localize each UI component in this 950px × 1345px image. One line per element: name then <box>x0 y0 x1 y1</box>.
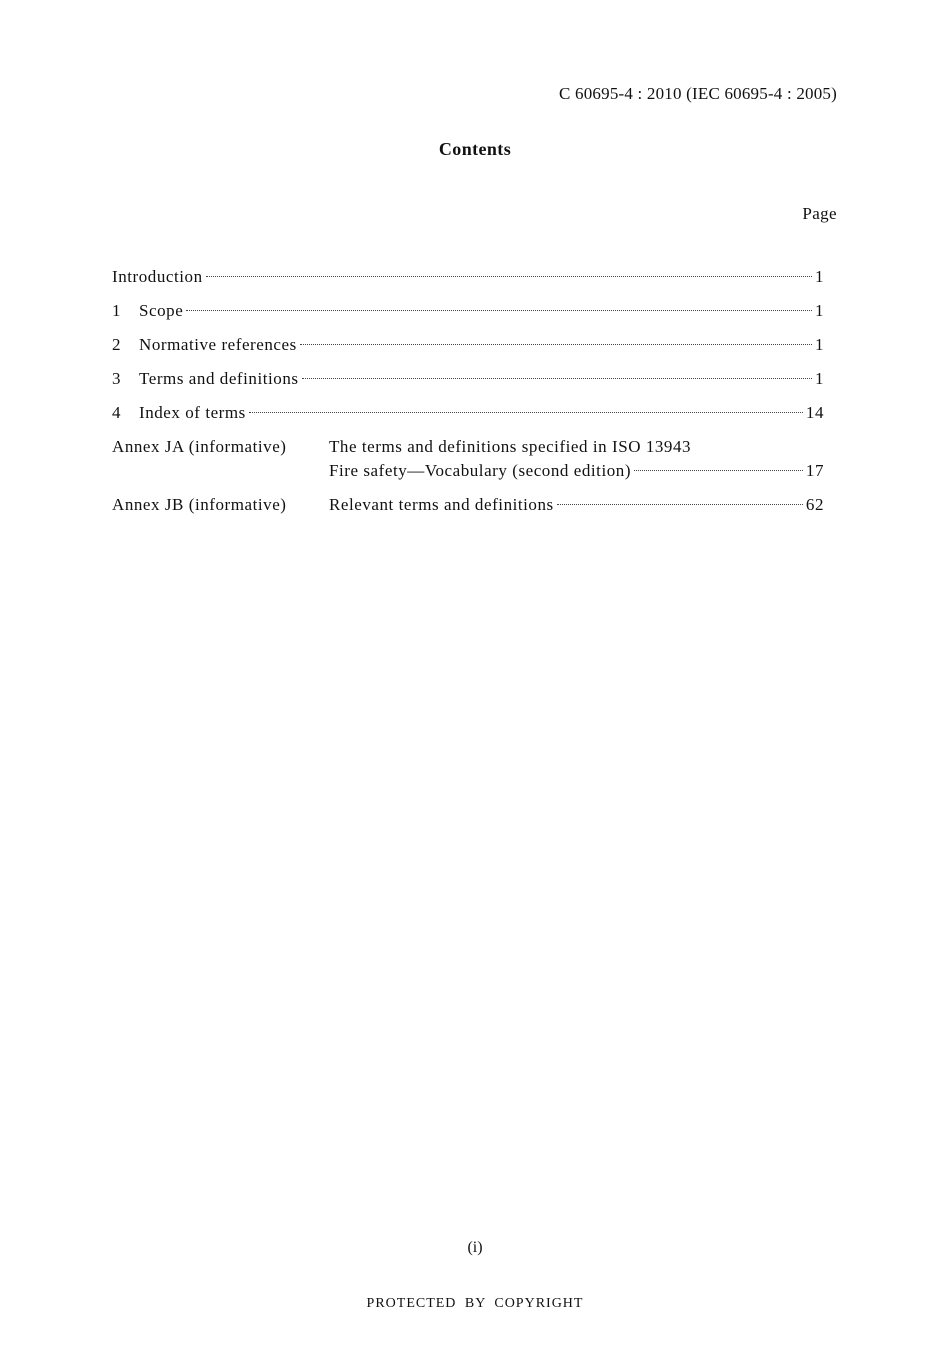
toc-entry-label: Index of terms <box>139 403 246 422</box>
page-column-label: Page <box>802 204 837 223</box>
toc-entry-page: 62 <box>805 495 824 514</box>
dot-leader <box>186 310 812 311</box>
toc-entry-page: 1 <box>814 369 824 388</box>
toc-entry-page: 1 <box>814 301 824 320</box>
table-of-contents <box>112 265 824 527</box>
toc-entry-page: 17 <box>805 461 824 480</box>
annex-title <box>329 435 824 483</box>
dot-leader <box>206 276 812 277</box>
toc-entry-scope[interactable] <box>112 299 824 323</box>
toc-entry-annex-jb[interactable] <box>112 493 824 517</box>
page-number: (i) <box>467 1239 483 1256</box>
toc-entry-label: Terms and definitions <box>139 369 299 388</box>
page-title: Contents <box>438 139 512 159</box>
toc-entry-label: Normative references <box>139 335 297 354</box>
annex-title-lastline <box>329 459 824 483</box>
toc-entry-number: 2 <box>112 335 122 354</box>
toc-entry-introduction[interactable] <box>112 265 824 289</box>
dot-leader <box>634 470 803 471</box>
toc-entry-normative-references[interactable] <box>112 333 824 357</box>
annex-title-line: Fire safety—Vocabulary (second edition) <box>329 461 632 480</box>
toc-entry-page: 1 <box>814 335 824 354</box>
document-code: C 60695-4 : 2010 (IEC 60695-4 : 2005) <box>559 84 837 103</box>
toc-entry-label: Introduction <box>112 267 203 286</box>
annex-label: Annex JA (informative) <box>112 437 287 456</box>
toc-entry-number: 3 <box>112 369 122 388</box>
dot-leader <box>300 344 812 345</box>
toc-entry-page: 14 <box>805 403 824 422</box>
annex-label: Annex JB (informative) <box>112 495 287 514</box>
toc-entry-label: Scope <box>139 301 184 320</box>
dot-leader <box>557 504 803 505</box>
toc-entry-annex-ja[interactable] <box>112 435 824 483</box>
toc-entry-terms-and-definitions[interactable] <box>112 367 824 391</box>
annex-title-lastline <box>329 493 824 517</box>
toc-entry-number: 1 <box>112 301 122 320</box>
toc-entry-index-of-terms[interactable] <box>112 401 824 425</box>
dot-leader <box>249 412 803 413</box>
dot-leader <box>302 378 812 379</box>
toc-entry-page: 1 <box>814 267 824 286</box>
annex-title <box>329 493 824 517</box>
annex-title-line: Relevant terms and definitions <box>329 495 554 514</box>
toc-entry-number: 4 <box>112 403 122 422</box>
annex-title-line: The terms and definitions specified in ISO 13943 <box>329 437 692 456</box>
copyright-notice: PROTECTED BY COPYRIGHT <box>366 1296 584 1311</box>
